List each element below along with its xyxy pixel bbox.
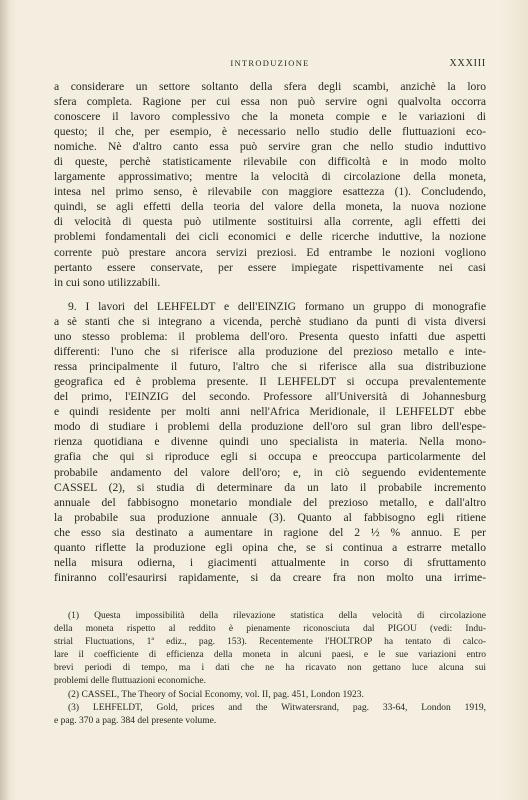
text-line: sfera completa. Ragione per cui essa non può servire ogni qualvolta occorra bbox=[54, 95, 486, 109]
footnotes bbox=[54, 610, 486, 728]
text-line: quanto riflette la produzione egli opina che, se si continua a estrarre metallo bbox=[54, 540, 486, 554]
text-line: a considerare un settore soltanto della sfera degli scambi, anzichè la loro bbox=[54, 80, 486, 93]
paragraph-continuation bbox=[54, 79, 486, 290]
text-line: e quindi residente per molti anni nell'Africa Meridionale, il LEHFELDT ebbe bbox=[54, 405, 486, 419]
text-line: nella misura odierna, i giacimenti attualmente in corso di sfruttamento bbox=[54, 555, 486, 569]
text-line: grafia che qui si riproduce egli si occupa e preoccupa particolarmente del bbox=[54, 450, 486, 464]
footnote-line: (2) CASSEL, The Theory of Social Economy, vol. II, pag. 451, London 1923. bbox=[68, 689, 364, 700]
text-line: pertanto essere conservate, per essere impiegate rispettivamente nei casi bbox=[54, 260, 486, 274]
text-line: del primo, l'EINZIG del secondo. Professore all'Università di Johannesburg bbox=[54, 390, 486, 404]
footnote-line: lare il coefficiente di efficienza della moneta in alcuni paesi, e le sue variazioni entro bbox=[54, 650, 486, 661]
text-line: uno stesso problema: il problema dell'oro. Presenta questo infatti due aspetti bbox=[54, 330, 486, 344]
text-line: nomiche. Nè d'altro canto essa può servire gran che nello studio induttivo bbox=[54, 140, 486, 154]
text-line: a sè stanti che si integrano a vicenda, perchè studiano da punti di vista diversi bbox=[54, 315, 486, 329]
text-line: la probabile sua produzione annuale (3). Quanto al fabbisogno egli ritiene bbox=[54, 510, 486, 524]
footnote-line: (1) Questa impossibilità della rilevazione statistica della velocità di circolazione bbox=[68, 611, 486, 621]
text-line: annuale del fabbisogno monetario mondiale del prezioso metallo, e dall'altro bbox=[54, 495, 486, 509]
text-line: in cui sono utilizzabili. bbox=[54, 275, 161, 289]
text-line: conoscere il lavoro complessivo che la moneta compie e le variazioni di bbox=[54, 110, 486, 124]
text-line: CASSEL (2), si studia di determinare da un lato il probabile incremento bbox=[54, 480, 486, 494]
text-line: di queste, perchè statisticamente rilevabile con difficoltà e in modo molto bbox=[54, 155, 486, 169]
text-line: rienza quotidiana e divenne quindi uno specialista in materia. Nella mono- bbox=[54, 435, 486, 449]
page-number: XXXIII bbox=[449, 58, 486, 69]
text-line: che esso sia destinato a aumentare in ragione del 2 ½ % annuo. E per bbox=[54, 525, 486, 539]
text-line: modo di studiare i problemi della produzione dell'oro sul gran libro dell'espe- bbox=[54, 420, 486, 434]
section-9-paragraph bbox=[54, 299, 486, 585]
text-line: probabile andamento del valore dell'oro; e, in ciò seguendo evidentemente bbox=[54, 465, 486, 479]
text-line: finiranno coll'esaurirsi rapidamente, si da creare fra non molto una irrime- bbox=[54, 570, 486, 584]
footnote-line: problemi delle fluttuazioni economiche. bbox=[54, 676, 206, 687]
footnote-line: della moneta rispetto al reddito è pienamente riconosciuta dal PIGOU (vedi: Indu- bbox=[54, 624, 486, 635]
footnote-line: e pag. 370 a pag. 384 del presente volume. bbox=[54, 715, 217, 726]
text-line: intesa nel primo senso, è rilevabile con maggiore esattezza (1). Concludendo, bbox=[54, 185, 486, 199]
text-line: differenti: l'uno che si riferisce alla produzione del prezioso metallo e inte- bbox=[54, 345, 486, 359]
footnote-line: strial Fluctuations, 1ª ediz., pag. 153). Recentemente l'HOLTROP ha tentato di calco- bbox=[54, 637, 486, 648]
text-line: largamente approssimativo; mentre la velocità di circolazione della moneta, bbox=[54, 170, 486, 184]
running-head bbox=[54, 58, 486, 72]
running-head-title: INTRODUZIONE bbox=[230, 58, 310, 68]
text-line: 9. I lavori del LEHFELDT e dell'EINZIG formano un gruppo di monografie bbox=[68, 300, 486, 313]
text-line: questo; il che, per esempio, è necessario nello studio delle fluttuazioni eco- bbox=[54, 125, 486, 139]
gutter-shadow bbox=[0, 0, 10, 800]
footnote-line: brevi periodi di tempo, ma i dati che ne ha ricavato non gettano luce alcuna sui bbox=[54, 663, 486, 674]
text-line: ressa principalmente il futuro, l'altro che si riferisce alla sua distribuzione bbox=[54, 360, 486, 374]
text-line: quindi, se agli effetti della teoria del valore della moneta, la nuova nozione bbox=[54, 200, 486, 214]
text-line: corrente può prestare ancora servizi preziosi. Ed entrambe le nozioni vogliono bbox=[54, 245, 486, 259]
text-line: problemi fondamentali dei cicli economici e delle ricerche induttive, la nozione bbox=[54, 230, 486, 244]
text-line: geografica ed è problema presente. Il LEHFELDT si occupa prevalentemente bbox=[54, 375, 486, 389]
text-line: di velocità di questa può utilmente sostituirsi alla corrente, agli effetti dei bbox=[54, 215, 486, 229]
footnote-line: (3) LEHFELDT, Gold, prices and the Witwatersrand, pag. 33-64, London 1919, bbox=[68, 702, 486, 713]
